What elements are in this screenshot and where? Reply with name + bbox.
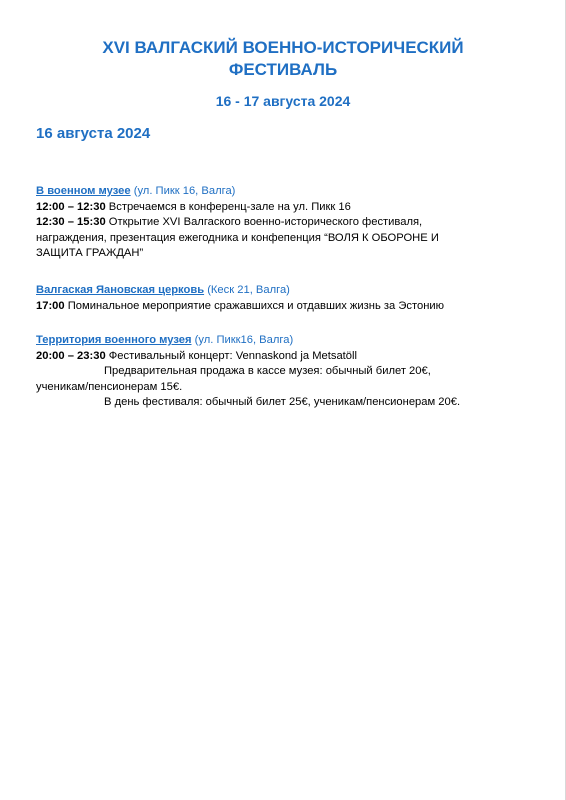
schedule-text: Встречаемся в конференц-зале на ул. Пикк 16 <box>108 200 351 213</box>
schedule-item <box>36 299 536 315</box>
section-jaani-church <box>36 283 536 314</box>
schedule-text-line-2: награждения, презентация ежегодника и конфепенция “ВОЛЯ К ОБОРОНЕ И <box>36 231 439 244</box>
venue-address: (ул. Пикк 16, Валга) <box>133 185 236 197</box>
schedule-item <box>36 349 536 365</box>
schedule-item <box>36 215 536 262</box>
schedule-text: Фестивальный концерт: Vennaskond ja Metsatöll <box>108 349 357 362</box>
section-museum-grounds <box>36 333 536 411</box>
venue-name: Территория военного музея <box>36 334 192 346</box>
ticket-festival-day: В день фестиваля: обычный билет 25€, ученикам/пенсионерам 20€. <box>104 396 461 408</box>
ticket-presale: Предварительная продажа в кассе музея: обычный билет 20€, <box>104 365 431 377</box>
festival-dates: 16 - 17 августа 2024 <box>215 93 351 109</box>
festival-title-line-1: XVI ВАЛГАСКИЙ ВОЕННО-ИСТОРИЧЕСКИЙ <box>102 38 464 57</box>
schedule-time: 17:00 <box>36 299 65 312</box>
schedule-text-line-3: ЗАЩИТА ГРАЖДАН” <box>36 247 144 259</box>
venue-heading <box>36 333 536 349</box>
day-heading: 16 августа 2024 <box>36 125 151 142</box>
schedule-time: 20:00 – 23:30 <box>36 349 106 362</box>
ticket-info <box>36 364 536 395</box>
venue-name: Валгаская Яановская церковь <box>36 284 205 296</box>
schedule-text: Открытие XVI Валгаского военно-исторического фестиваля, <box>108 216 423 228</box>
section-military-museum <box>36 184 536 262</box>
venue-name: В военном музее <box>36 185 131 197</box>
venue-address: (ул. Пикк16, Валга) <box>194 334 294 346</box>
schedule-time: 12:30 – 15:30 <box>36 216 106 228</box>
schedule-text: Поминальное мероприятие сражавшихся и отдавших жизнь за Эстонию <box>67 299 445 312</box>
schedule-time: 12:00 – 12:30 <box>36 200 106 213</box>
festival-title-line-2: ФЕСТИВАЛЬ <box>228 60 338 79</box>
ticket-info <box>36 395 536 411</box>
festival-title <box>20 37 546 81</box>
venue-heading <box>36 184 536 200</box>
ticket-presale-cont: ученикам/пенсионерам 15€. <box>36 380 183 393</box>
schedule-item <box>36 200 536 216</box>
venue-heading <box>36 283 536 299</box>
venue-address: (Кеск 21, Валга) <box>207 284 290 296</box>
